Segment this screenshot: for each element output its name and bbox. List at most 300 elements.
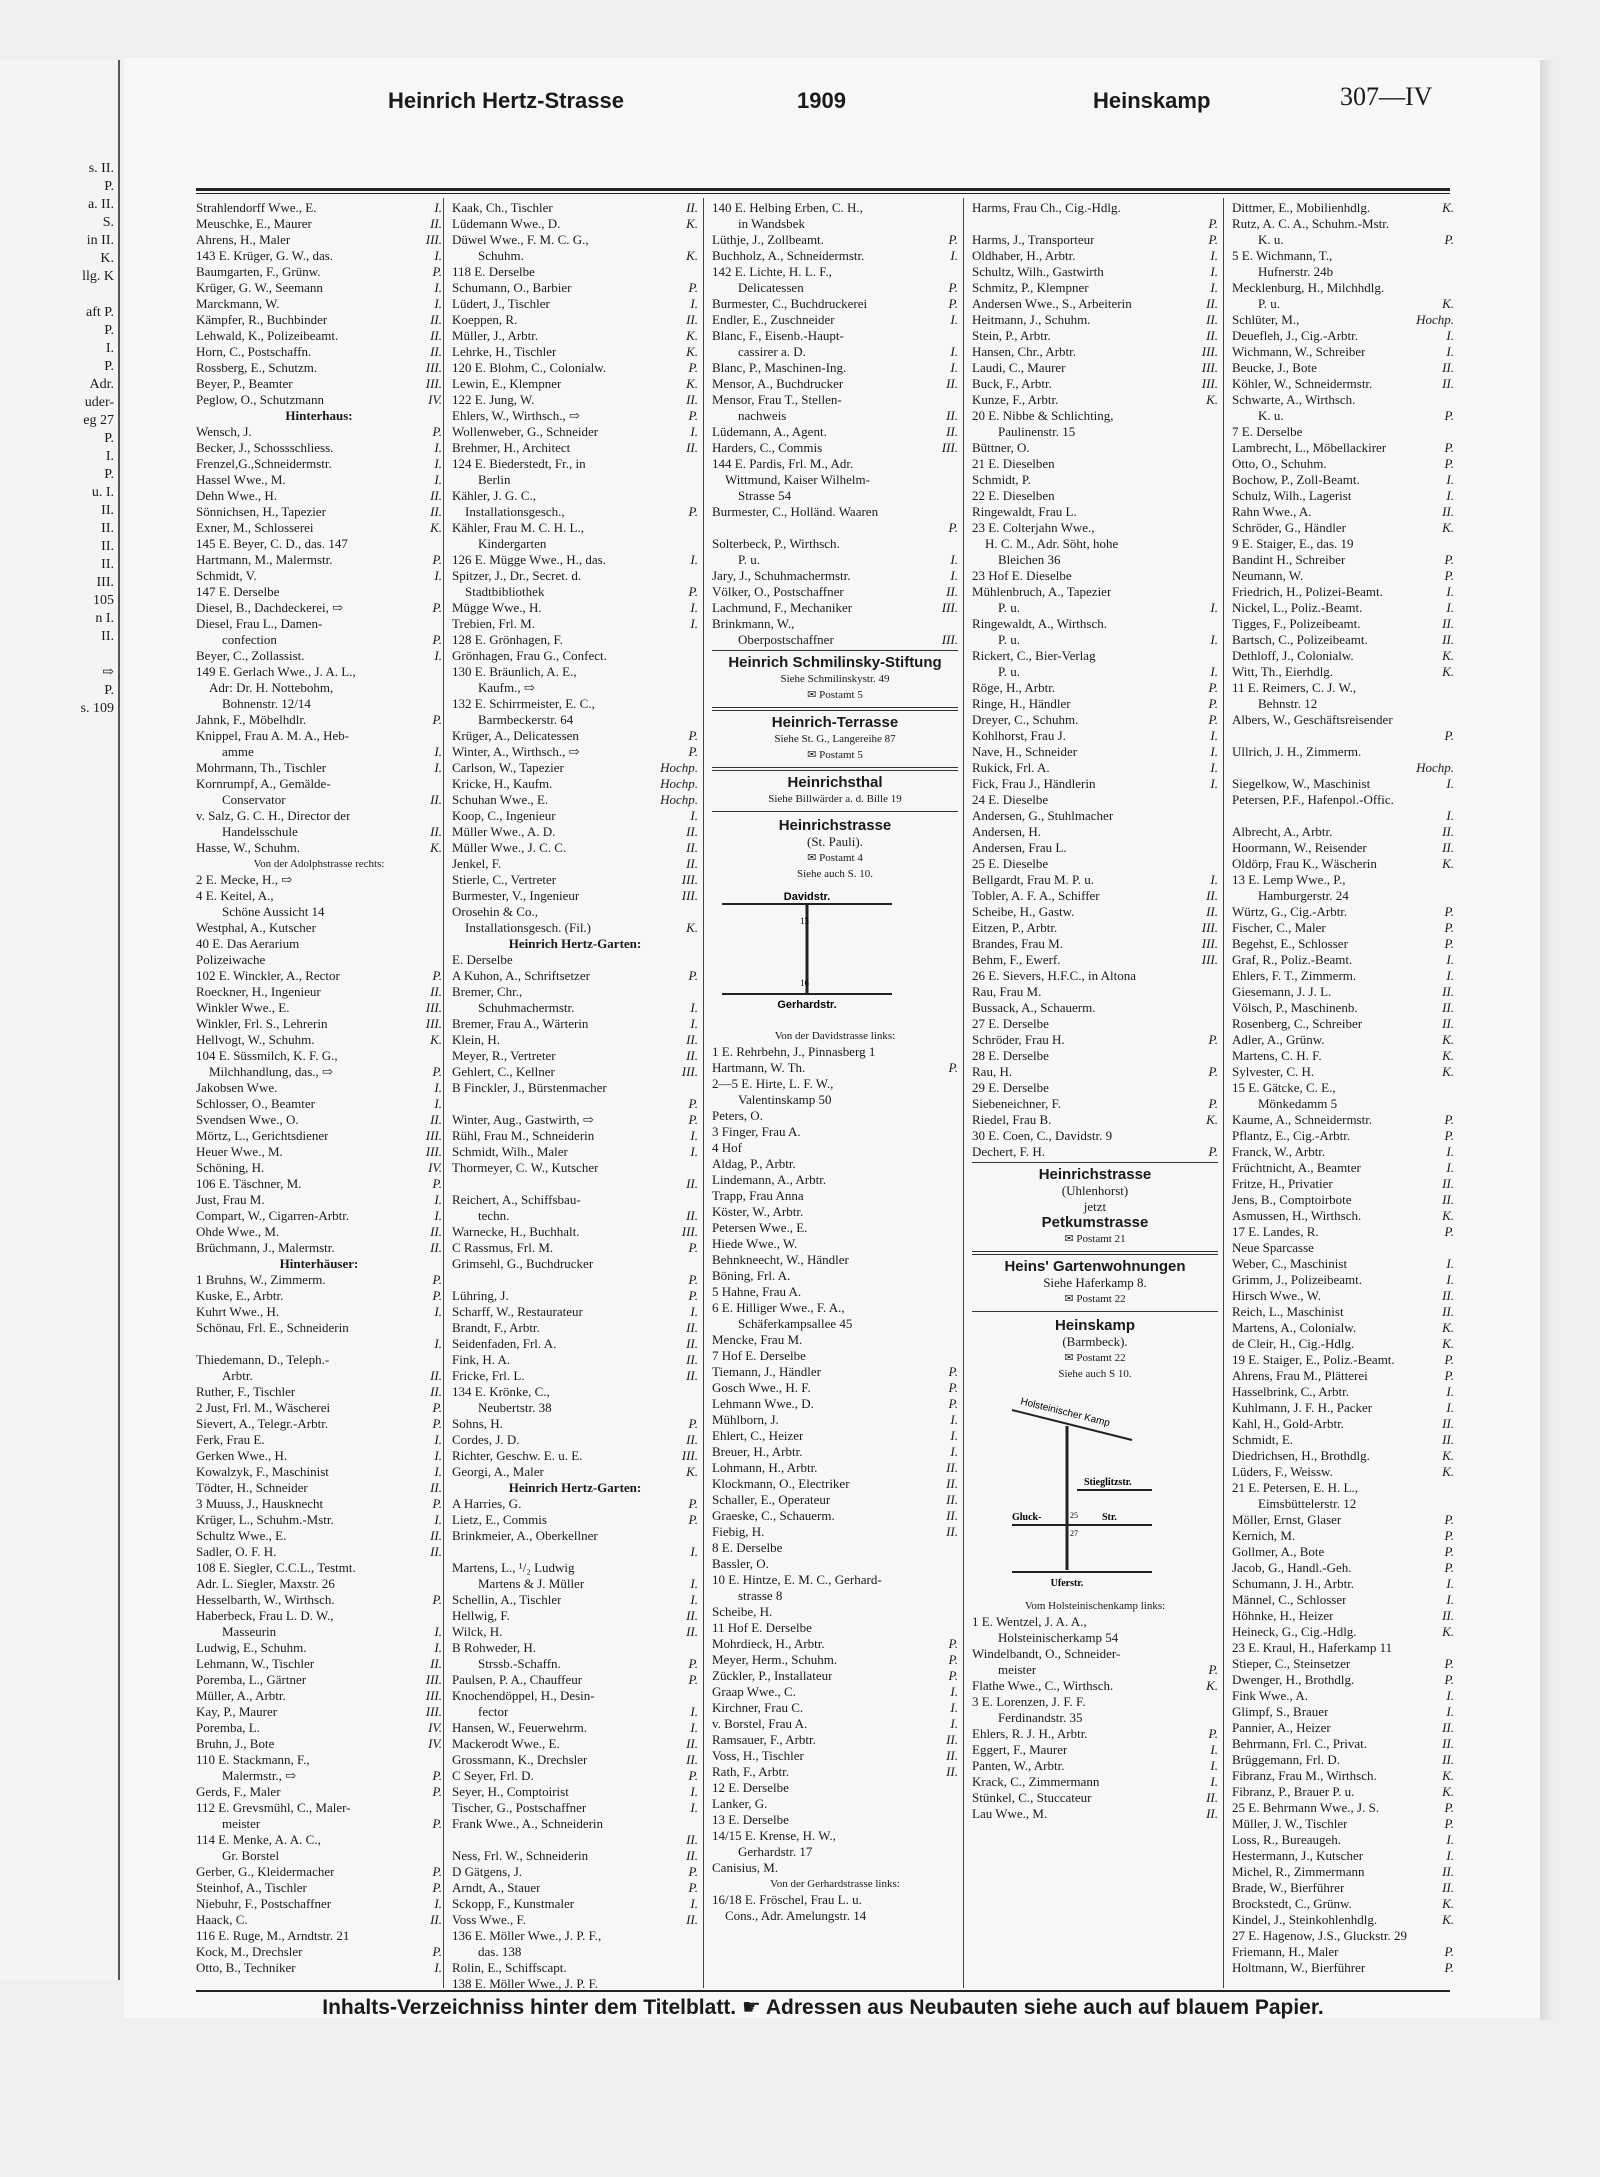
entry-name: 7 E. Derselbe bbox=[1232, 424, 1303, 439]
entry-floor: K. bbox=[1442, 1336, 1454, 1351]
directory-entry bbox=[452, 1176, 698, 1192]
entry-name: Haack, C. bbox=[196, 1912, 248, 1927]
entry-name: Paulsen, P. A., Chauffeur bbox=[452, 1672, 583, 1687]
street-box-thal bbox=[712, 770, 958, 812]
column-divider bbox=[963, 198, 964, 1988]
entry-name: Niebuhr, F., Postschaffner bbox=[196, 1896, 332, 1911]
directory-entry bbox=[972, 1032, 1218, 1048]
entry-name: Männel, C., Schlosser bbox=[1232, 1592, 1347, 1607]
entry-name: Völsch, P., Maschinenb. bbox=[1232, 1000, 1358, 1015]
directory-entry bbox=[712, 1172, 958, 1188]
entry-name: Beyer, P., Beamter bbox=[196, 376, 293, 391]
directory-entry bbox=[1232, 1144, 1454, 1160]
directory-entry bbox=[196, 536, 442, 552]
entry-name: Von der Adolphstrasse rechts: bbox=[253, 858, 385, 870]
entry-name: Sckopp, F., Kunstmaler bbox=[452, 1896, 575, 1911]
directory-entry bbox=[972, 296, 1218, 312]
entry-name: Stierle, C., Vertreter bbox=[452, 872, 557, 887]
entry-floor: III. bbox=[425, 1016, 442, 1031]
entry-floor: III. bbox=[1201, 920, 1218, 935]
entry-name: Diesel, Frau L., Damen- bbox=[196, 616, 323, 631]
entry-name: Andersen Wwe., S., Arbeiterin bbox=[972, 296, 1132, 311]
directory-entry bbox=[452, 1368, 698, 1384]
street-reference: Siehe auch S 10. bbox=[1058, 1368, 1132, 1380]
header-rule-thin bbox=[196, 193, 1450, 194]
previous-page-fragment: aft P. bbox=[86, 305, 114, 320]
entry-name: C Rassmus, Frl. M. bbox=[452, 1240, 554, 1255]
directory-entry bbox=[452, 1240, 698, 1256]
entry-name: Kindergarten bbox=[452, 536, 547, 551]
directory-entry bbox=[712, 1716, 958, 1732]
directory-entry bbox=[196, 584, 442, 600]
entry-floor: II. bbox=[1206, 312, 1218, 327]
entry-name: 144 E. Pardis, Frl. M., Adr. bbox=[712, 456, 854, 471]
directory-entry bbox=[1232, 1368, 1454, 1384]
entry-name: Kock, M., Drechsler bbox=[196, 1944, 303, 1959]
directory-entry bbox=[196, 1272, 442, 1288]
entry-name: Endler, E., Zuschneider bbox=[712, 312, 835, 327]
entry-name: Koop, C., Ingenieur bbox=[452, 808, 556, 823]
directory-entry bbox=[712, 520, 958, 536]
entry-name: Friedrich, H., Polizei-Beamt. bbox=[1232, 584, 1383, 599]
entry-name: 21 E. Petersen, E. H. L., bbox=[1232, 1480, 1359, 1495]
entry-name: Ludwig, E., Schuhm. bbox=[196, 1640, 307, 1655]
directory-entry bbox=[712, 1396, 958, 1412]
directory-entry bbox=[452, 1224, 698, 1240]
entry-name: Mecklenburg, H., Milchhdlg. bbox=[1232, 280, 1385, 295]
directory-entry bbox=[452, 264, 698, 280]
directory-entry bbox=[196, 616, 442, 632]
previous-page-fragment: III. bbox=[96, 575, 114, 590]
entry-name: Just, Frau M. bbox=[196, 1192, 265, 1207]
directory-entry bbox=[196, 1288, 442, 1304]
directory-entry bbox=[1232, 824, 1454, 840]
entry-name: Fischer, C., Maler bbox=[1232, 920, 1326, 935]
entry-floor: III. bbox=[1201, 376, 1218, 391]
entry-name: Fritze, H., Privatier bbox=[1232, 1176, 1333, 1191]
entry-floor: I. bbox=[434, 200, 442, 215]
directory-entry bbox=[1232, 1752, 1454, 1768]
directory-entry bbox=[452, 552, 698, 568]
entry-floor: P. bbox=[1208, 232, 1218, 247]
directory-entry bbox=[972, 1016, 1218, 1032]
entry-floor: P. bbox=[948, 520, 958, 535]
entry-name: Kirchner, Frau C. bbox=[712, 1700, 804, 1715]
directory-entry bbox=[452, 328, 698, 344]
entry-floor: I. bbox=[1446, 472, 1454, 487]
directory-entry bbox=[972, 312, 1218, 328]
entry-floor: I. bbox=[1446, 1144, 1454, 1159]
street-title: Heinskamp bbox=[1054, 1317, 1136, 1334]
entry-floor: II. bbox=[430, 1480, 442, 1495]
directory-entry bbox=[972, 1630, 1218, 1646]
entry-name: in Wandsbek bbox=[712, 216, 805, 231]
directory-entry bbox=[196, 376, 442, 392]
directory-entry bbox=[452, 1144, 698, 1160]
entry-name: Fink, H. A. bbox=[452, 1352, 511, 1367]
entry-name: Paulinenstr. 15 bbox=[972, 424, 1076, 439]
entry-name: Grönhagen, Frau G., Confect. bbox=[452, 648, 607, 663]
entry-floor: K. bbox=[1442, 1896, 1454, 1911]
entry-floor: II. bbox=[686, 1336, 698, 1351]
directory-entry bbox=[972, 1646, 1218, 1662]
entry-floor: I. bbox=[690, 600, 698, 615]
directory-entry bbox=[452, 728, 698, 744]
entry-floor: I. bbox=[434, 1304, 442, 1319]
entry-name: Wensch, J. bbox=[196, 424, 252, 439]
entry-floor: II. bbox=[686, 1912, 698, 1927]
directory-entry bbox=[196, 1176, 442, 1192]
entry-floor: II. bbox=[946, 1508, 958, 1523]
entry-floor: I. bbox=[690, 1784, 698, 1799]
section-heading bbox=[452, 1480, 698, 1496]
directory-entry bbox=[196, 1656, 442, 1672]
directory-entry bbox=[712, 1844, 958, 1860]
entry-name: Höhnke, H., Heizer bbox=[1232, 1608, 1334, 1623]
entry-floor: P. bbox=[1444, 1224, 1454, 1239]
entry-floor: II. bbox=[946, 424, 958, 439]
entry-name: Reichert, A., Schiffsbau- bbox=[452, 1192, 581, 1207]
map-label-holsteinischer-kamp: Holsteinischer Kamp bbox=[1019, 1396, 1111, 1430]
entry-name: 2 Just, Frl. M., Wäscherei bbox=[196, 1400, 331, 1415]
street-box-uhlenhorst bbox=[972, 1162, 1218, 1252]
entry-name: Rath, F., Arbtr. bbox=[712, 1764, 789, 1779]
entry-floor: II. bbox=[1206, 1806, 1218, 1821]
directory-entry bbox=[712, 1492, 958, 1508]
entry-name: Rossberg, E., Schutzm. bbox=[196, 360, 318, 375]
entry-name: Mörtz, L., Gerichtsdiener bbox=[196, 1128, 329, 1143]
directory-entry bbox=[1232, 1720, 1454, 1736]
entry-name: Schlüter, M., bbox=[1232, 312, 1300, 327]
directory-entry bbox=[972, 552, 1218, 568]
entry-floor: I. bbox=[434, 1096, 442, 1111]
directory-entry bbox=[712, 1460, 958, 1476]
directory-entry bbox=[1232, 1560, 1454, 1576]
directory-entry bbox=[712, 1476, 958, 1492]
entry-name: A Kuhon, A., Schriftsetzer bbox=[452, 968, 590, 983]
directory-entry bbox=[972, 1678, 1218, 1694]
directory-entry bbox=[972, 1614, 1218, 1630]
entry-name: Schwarte, A., Wirthsch. bbox=[1232, 392, 1356, 407]
entry-name: Schulz, Wilh., Lagerist bbox=[1232, 488, 1352, 503]
entry-floor: IV. bbox=[428, 1736, 442, 1751]
entry-name: Heinrich Hertz-Garten: bbox=[508, 936, 642, 951]
previous-page-fragment: a. II. bbox=[87, 197, 114, 212]
entry-floor: K. bbox=[1442, 1912, 1454, 1927]
directory-entry bbox=[196, 776, 442, 792]
entry-floor: II. bbox=[1442, 1288, 1454, 1303]
entry-floor: P. bbox=[1444, 1944, 1454, 1959]
entry-name: Ringewaldt, A., Wirthsch. bbox=[972, 616, 1108, 631]
previous-page-fragment: P. bbox=[104, 431, 114, 446]
directory-entry bbox=[196, 392, 442, 408]
entry-name: Burmester, C., Buchdruckerei bbox=[712, 296, 868, 311]
entry-name: Vom Holsteinischenkamp links: bbox=[1024, 1600, 1166, 1612]
entry-name: 143 E. Krüger, G. W., das. bbox=[196, 248, 334, 263]
entry-name: Kernich, M. bbox=[1232, 1528, 1296, 1543]
entry-name: Bleichen 36 bbox=[972, 552, 1061, 567]
entry-floor: P. bbox=[432, 552, 442, 567]
column-divider bbox=[1223, 198, 1224, 1988]
entry-name: Dittmer, E., Mobilienhdlg. bbox=[1232, 200, 1371, 215]
directory-entry bbox=[196, 1096, 442, 1112]
entry-name: Hartmann, W. Th. bbox=[712, 1060, 806, 1075]
directory-entry bbox=[196, 1112, 442, 1128]
directory-entry bbox=[712, 328, 958, 344]
postamt-label: ✉ Postamt 5 bbox=[807, 749, 863, 761]
entry-name: Petersen Wwe., E. bbox=[712, 1220, 808, 1235]
entry-floor: II. bbox=[430, 216, 442, 231]
entry-floor: I. bbox=[950, 1444, 958, 1459]
directory-entry bbox=[452, 1896, 698, 1912]
entry-name: Mensor, Frau T., Stellen- bbox=[712, 392, 842, 407]
entry-name: Ahrens, H., Maler bbox=[196, 232, 291, 247]
previous-page-fragment: P. bbox=[104, 467, 114, 482]
entry-name: Installationsgesch. (Fil.) bbox=[452, 920, 592, 935]
entry-name: Windelbandt, O., Schneider- bbox=[972, 1646, 1121, 1661]
entry-name: Harms, J., Transporteur bbox=[972, 232, 1095, 247]
directory-entry bbox=[196, 1432, 442, 1448]
entry-name: Rau, H. bbox=[972, 1064, 1013, 1079]
entry-floor: P. bbox=[1208, 1144, 1218, 1159]
entry-name: 6 E. Hilliger Wwe., F. A., bbox=[712, 1300, 845, 1315]
entry-floor: I. bbox=[1210, 760, 1218, 775]
entry-floor: II. bbox=[686, 1320, 698, 1335]
entry-name: Pannier, A., Heizer bbox=[1232, 1720, 1331, 1735]
entry-name: 102 E. Winckler, A., Rector bbox=[196, 968, 340, 983]
entry-name: 25 E. Behrmann Wwe., J. S. bbox=[1232, 1800, 1380, 1815]
entry-floor: II. bbox=[686, 1032, 698, 1047]
entry-floor: III. bbox=[425, 1688, 442, 1703]
directory-entry bbox=[452, 920, 698, 936]
directory-entry bbox=[452, 1288, 698, 1304]
entry-name: Ringe, H., Händler bbox=[972, 696, 1071, 711]
entry-name: Voss, H., Tischler bbox=[712, 1748, 804, 1763]
directory-entry bbox=[972, 1790, 1218, 1806]
map-label-stieglitzstr: Stieglitzstr. bbox=[1084, 1477, 1132, 1488]
street-title: Heinrichstrasse bbox=[1038, 1166, 1152, 1183]
directory-entry bbox=[1232, 1608, 1454, 1624]
directory-entry bbox=[196, 1752, 442, 1768]
entry-floor: II. bbox=[1442, 1432, 1454, 1447]
directory-entry bbox=[1232, 1224, 1454, 1240]
directory-entry bbox=[712, 1700, 958, 1716]
entry-name: Bruhn, J., Bote bbox=[196, 1736, 275, 1751]
directory-entry bbox=[196, 1624, 442, 1640]
entry-name: Köhler, W., Schneidermstr. bbox=[1232, 376, 1373, 391]
directory-entry bbox=[452, 1672, 698, 1688]
directory-entry bbox=[452, 968, 698, 984]
directory-entry bbox=[196, 984, 442, 1000]
footer-notice: Inhalts-Verzeichniss hinter dem Titelblatt. ☛ Adressen aus Neubauten siehe auch auf blauem Papier. bbox=[322, 1996, 1324, 2019]
entry-floor: II. bbox=[1442, 504, 1454, 519]
entry-name: Otto, O., Schuhm. bbox=[1232, 456, 1327, 471]
page-edge-shadow bbox=[1540, 60, 1554, 2020]
street-title: Heinrichsthal bbox=[787, 774, 883, 791]
entry-name: Orosehin & Co., bbox=[452, 904, 538, 919]
entry-floor: II. bbox=[430, 1544, 442, 1559]
entry-name: Fink Wwe., A. bbox=[1232, 1688, 1308, 1703]
entry-name: Holtmann, W., Bierführer bbox=[1232, 1960, 1366, 1975]
entry-name: Westphal, A., Kutscher bbox=[196, 920, 316, 935]
entry-name: Köster, W., Arbtr. bbox=[712, 1204, 804, 1219]
directory-entry bbox=[452, 1928, 698, 1944]
directory-entry bbox=[712, 488, 958, 504]
entry-name: Hansen, W., Feuerwehrm. bbox=[452, 1720, 588, 1735]
entry-name: Klockmann, O., Electriker bbox=[712, 1476, 850, 1491]
directory-entry bbox=[1232, 1704, 1454, 1720]
directory-entry bbox=[1232, 1320, 1454, 1336]
entry-name: Fibranz, Frau M., Wirthsch. bbox=[1232, 1768, 1377, 1783]
entry-name: Stieper, C., Steinsetzer bbox=[1232, 1656, 1351, 1671]
directory-entry bbox=[452, 712, 698, 728]
directory-entry bbox=[712, 1748, 958, 1764]
entry-floor: I. bbox=[1446, 1384, 1454, 1399]
entry-name: Grimsehl, G., Buchdrucker bbox=[452, 1256, 594, 1271]
entry-name: Otto, B., Techniker bbox=[196, 1960, 296, 1975]
entry-floor: P. bbox=[688, 1768, 698, 1783]
directory-entry bbox=[196, 1240, 442, 1256]
entry-floor: II. bbox=[1442, 1000, 1454, 1015]
entry-name: Schultz Wwe., E. bbox=[196, 1528, 287, 1543]
previous-page-fragment: in II. bbox=[86, 233, 114, 248]
entry-floor: II. bbox=[1206, 904, 1218, 919]
entry-name: 7 Hof E. Derselbe bbox=[712, 1348, 806, 1363]
entry-floor: P. bbox=[432, 1592, 442, 1607]
street-map-heinrichstrasse bbox=[712, 890, 902, 1020]
entry-name: Weber, C., Maschinist bbox=[1232, 1256, 1348, 1271]
entry-name: 13 E. Derselbe bbox=[712, 1812, 789, 1827]
entry-name: amme bbox=[196, 744, 254, 759]
entry-name: Winter, A., Wirthsch., ⇨ bbox=[452, 744, 580, 759]
entry-floor: P. bbox=[948, 1652, 958, 1667]
directory-entry bbox=[452, 632, 698, 648]
entry-floor: III. bbox=[425, 1672, 442, 1687]
directory-entry bbox=[712, 584, 958, 600]
entry-floor: P. bbox=[1208, 1726, 1218, 1741]
entry-name: Martens & J. Müller bbox=[452, 1576, 585, 1591]
entry-floor: I. bbox=[1210, 1742, 1218, 1757]
entry-floor: II. bbox=[430, 344, 442, 359]
entry-floor: K. bbox=[1442, 296, 1454, 311]
directory-entry bbox=[196, 1464, 442, 1480]
entry-name: Müller Wwe., J. C. C. bbox=[452, 840, 567, 855]
directory-entry bbox=[452, 232, 698, 248]
directory-entry bbox=[712, 424, 958, 440]
previous-page-fragment: P. bbox=[104, 683, 114, 698]
section-heading bbox=[196, 408, 442, 424]
entry-floor: I. bbox=[1210, 744, 1218, 759]
entry-floor: P. bbox=[688, 280, 698, 295]
entry-floor: K. bbox=[1442, 1784, 1454, 1799]
entry-name: Cordes, J. D. bbox=[452, 1432, 520, 1447]
postamt-label: ✉ Postamt 5 bbox=[807, 689, 863, 701]
directory-entry bbox=[712, 600, 958, 616]
directory-entry bbox=[972, 264, 1218, 280]
entry-name: Tiemann, J., Händler bbox=[712, 1364, 821, 1379]
entry-floor: I. bbox=[690, 616, 698, 631]
directory-entry bbox=[712, 1188, 958, 1204]
directory-entry bbox=[712, 632, 958, 648]
entry-floor: P. bbox=[1444, 232, 1454, 247]
entry-floor: P. bbox=[688, 1416, 698, 1431]
entry-name: Svendsen Wwe., O. bbox=[196, 1112, 299, 1127]
entry-floor: I. bbox=[434, 568, 442, 583]
entry-name: Dwenger, H., Brothdlg. bbox=[1232, 1672, 1355, 1687]
entry-floor: II. bbox=[1442, 632, 1454, 647]
entry-floor: I. bbox=[690, 1000, 698, 1015]
directory-entry bbox=[452, 584, 698, 600]
entry-name: 112 E. Grevsmühl, C., Maler- bbox=[196, 1800, 351, 1815]
entry-name: Ehlers, W., Wirthsch., ⇨ bbox=[452, 408, 580, 423]
directory-entry bbox=[1232, 792, 1454, 808]
directory-entry bbox=[712, 1780, 958, 1796]
directory-entry bbox=[712, 280, 958, 296]
entry-name: Reich, L., Maschinist bbox=[1232, 1304, 1344, 1319]
entry-name: Milchhandlung, das., ⇨ bbox=[196, 1064, 333, 1079]
entry-name: Winkler, Frl. S., Lehrerin bbox=[196, 1016, 328, 1031]
entry-floor: P. bbox=[1444, 440, 1454, 455]
entry-floor: I. bbox=[434, 1960, 442, 1975]
entry-name: Schäferkampsallee 45 bbox=[712, 1316, 853, 1331]
directory-entry bbox=[1232, 584, 1454, 600]
directory-entry bbox=[452, 760, 698, 776]
entry-floor: I. bbox=[434, 1464, 442, 1479]
entry-floor: II. bbox=[430, 1912, 442, 1927]
entry-name: Brockstedt, C., Grünw. bbox=[1232, 1896, 1352, 1911]
entry-floor: I. bbox=[950, 1684, 958, 1699]
entry-name: Seidenfaden, Frl. A. bbox=[452, 1336, 557, 1351]
entry-name: Gehlert, C., Kellner bbox=[452, 1064, 555, 1079]
entry-name: 145 E. Beyer, C. D., das. 147 bbox=[196, 536, 348, 551]
entry-floor: II. bbox=[686, 312, 698, 327]
directory-entry bbox=[452, 1848, 698, 1864]
directory-entry bbox=[1232, 1064, 1454, 1080]
entry-name: Martens, L., ¹/₂ Ludwig bbox=[452, 1560, 575, 1575]
entry-name: Hestermann, J., Kutscher bbox=[1232, 1848, 1364, 1863]
entry-floor: K. bbox=[686, 216, 698, 231]
entry-floor: K. bbox=[430, 1032, 442, 1047]
directory-entry bbox=[712, 1284, 958, 1300]
entry-name: Wichmann, W., Schreiber bbox=[1232, 344, 1366, 359]
section-heading bbox=[196, 1256, 442, 1272]
directory-entry bbox=[972, 1710, 1218, 1726]
entry-floor: K. bbox=[430, 840, 442, 855]
entry-name: Heitmann, J., Schuhm. bbox=[972, 312, 1091, 327]
entry-floor: P. bbox=[1444, 1560, 1454, 1575]
directory-entry bbox=[452, 824, 698, 840]
entry-floor: I. bbox=[690, 1576, 698, 1591]
entry-floor: I. bbox=[434, 1336, 442, 1351]
entry-name: Fiebig, H. bbox=[712, 1524, 765, 1539]
entry-floor: I. bbox=[434, 280, 442, 295]
directory-entry bbox=[452, 1016, 698, 1032]
entry-name: Arbtr. bbox=[196, 1368, 253, 1383]
directory-entry bbox=[1232, 808, 1454, 824]
entry-name: Bremer, Chr., bbox=[452, 984, 523, 999]
entry-floor: P. bbox=[1444, 1528, 1454, 1543]
entry-name: Cons., Adr. Amelungstr. 14 bbox=[712, 1908, 867, 1923]
directory-entry bbox=[712, 200, 958, 216]
entry-name: Lietz, E., Commis bbox=[452, 1512, 547, 1527]
entry-floor: P. bbox=[432, 968, 442, 983]
entry-name: B Finckler, J., Bürstenmacher bbox=[452, 1080, 607, 1095]
directory-entry bbox=[1232, 1496, 1454, 1512]
directory-entry bbox=[972, 440, 1218, 456]
entry-name: Bassler, O. bbox=[712, 1556, 769, 1571]
directory-entry bbox=[712, 392, 958, 408]
directory-entry bbox=[196, 600, 442, 616]
